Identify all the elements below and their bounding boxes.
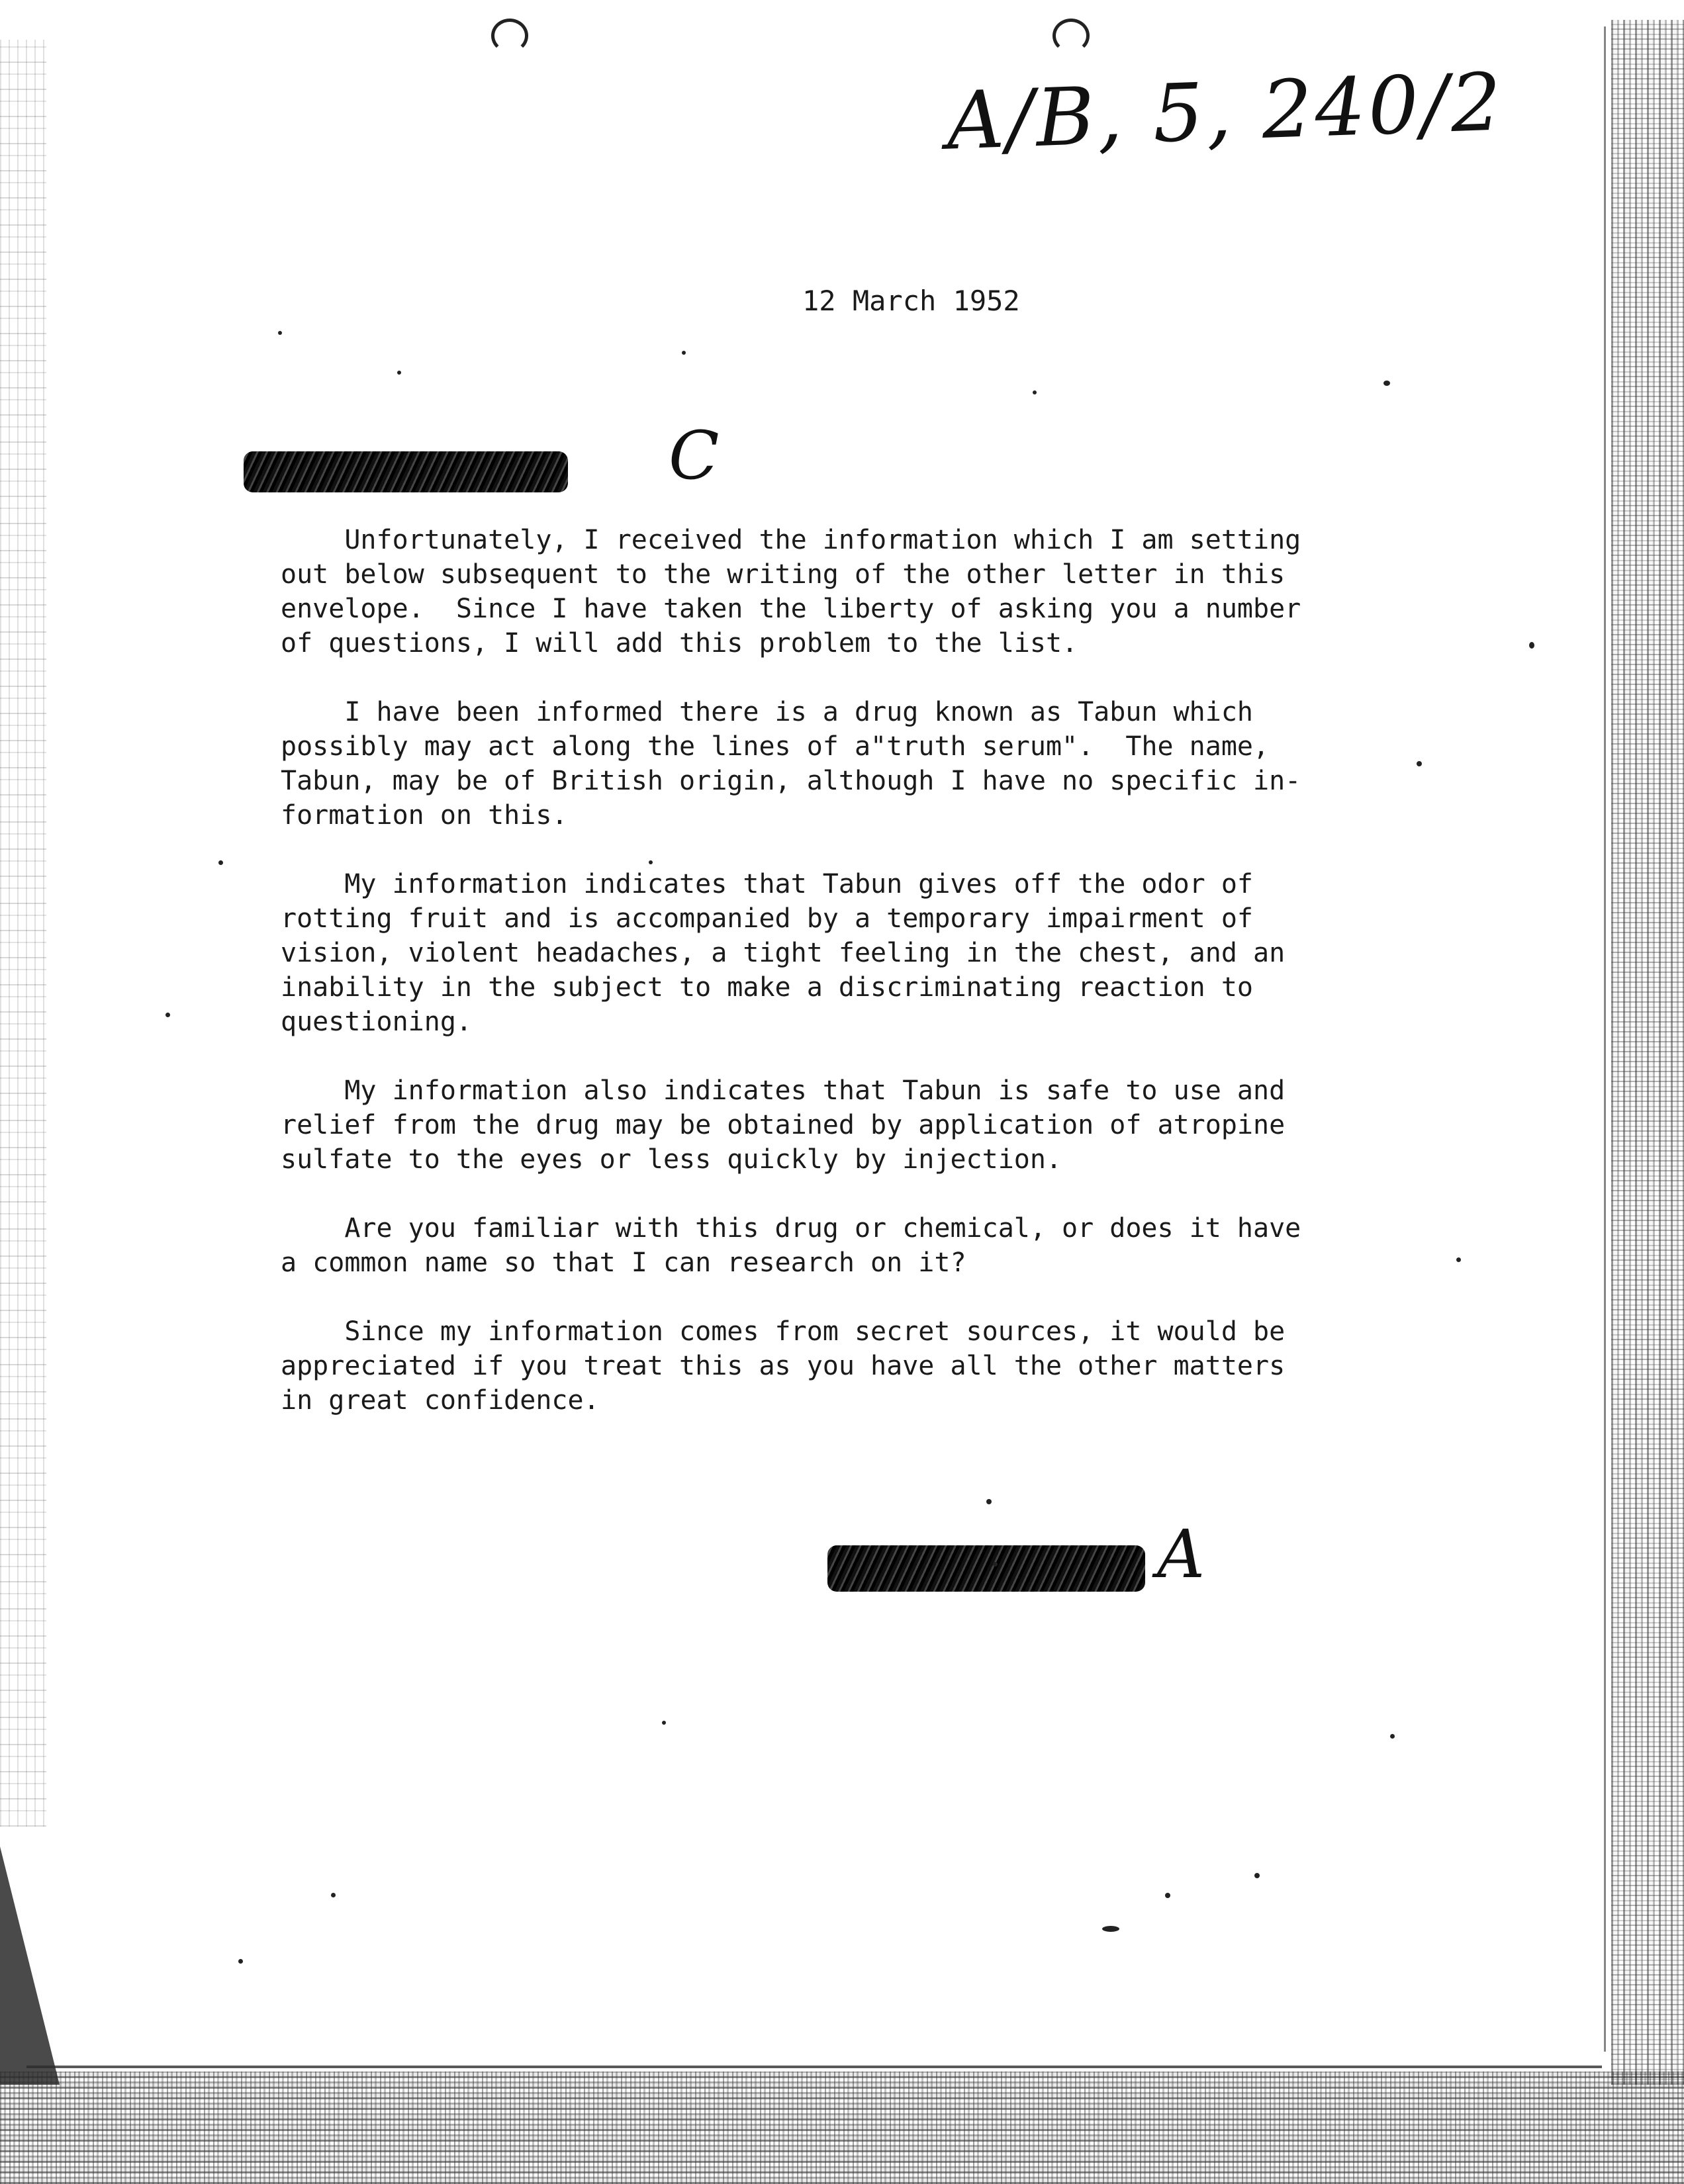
paragraph-5: Are you familiar with this drug or chemical, or does it have a common name so that I can research on it?	[281, 1213, 1301, 1278]
speck	[331, 1893, 336, 1897]
speck	[1165, 1893, 1170, 1898]
speck	[682, 351, 686, 355]
binder-hole-left	[491, 19, 528, 53]
handwritten-file-reference: A/B, 5, 240/2	[945, 56, 1506, 168]
speck	[662, 1721, 666, 1725]
speck	[1529, 642, 1534, 649]
letter-body	[281, 523, 1406, 1452]
speck	[165, 1013, 170, 1017]
scan-noise-bottom	[0, 2071, 1684, 2184]
binder-hole-right	[1052, 19, 1090, 53]
paragraph-6: Since my information comes from secret sources, it would be appreciated if you treat this as you have all the other matters in great confidence.	[281, 1316, 1286, 1416]
speck	[649, 860, 653, 864]
speck	[238, 1959, 243, 1964]
speck	[1417, 761, 1422, 766]
scan-noise-left	[0, 40, 46, 1827]
page-corner-shadow	[0, 1846, 60, 2085]
handwritten-mark-c: C	[669, 417, 720, 494]
redacted-signature	[827, 1545, 1145, 1592]
speck	[1456, 1257, 1461, 1262]
scan-noise-right	[1611, 20, 1684, 2085]
paragraph-1: Unfortunately, I received the information which I am setting out below subsequent to the writing of the other letter in this envelope. Since I have taken the liberty of asking you a number of questions, I will add this problem to the list.	[281, 525, 1301, 659]
paragraph-4: My information also indicates that Tabun is safe to use and relief from the drug may be obtained by application of atropine sulfate to the eyes or less quickly by injection.	[281, 1075, 1286, 1175]
speck	[1102, 1926, 1119, 1932]
redacted-salutation	[244, 451, 568, 492]
speck	[986, 1499, 992, 1504]
speck	[1033, 390, 1037, 394]
speck	[218, 860, 223, 865]
speck	[993, 1562, 998, 1567]
page-edge-right	[1604, 26, 1606, 2052]
speck	[1383, 381, 1390, 386]
letter-date: 12 March 1952	[802, 285, 1020, 317]
handwritten-mark-a: A	[1157, 1516, 1205, 1593]
paragraph-2: I have been informed there is a drug known as Tabun which possibly may act along the lines of a"truth serum". The name, Tabun, may be of British origin, although I have no specific in- formation on this.	[281, 697, 1301, 831]
speck	[397, 371, 401, 375]
page-edge-bottom	[26, 2066, 1602, 2068]
speck	[1254, 1873, 1260, 1878]
speck	[278, 331, 282, 335]
speck	[1390, 1734, 1395, 1739]
paragraph-3: My information indicates that Tabun gives off the odor of rotting fruit and is accompanied by a temporary impairment of vision, violent headaches, a tight feeling in the chest, and an inability in the subject to make a discriminating reaction to questioning.	[281, 869, 1286, 1037]
